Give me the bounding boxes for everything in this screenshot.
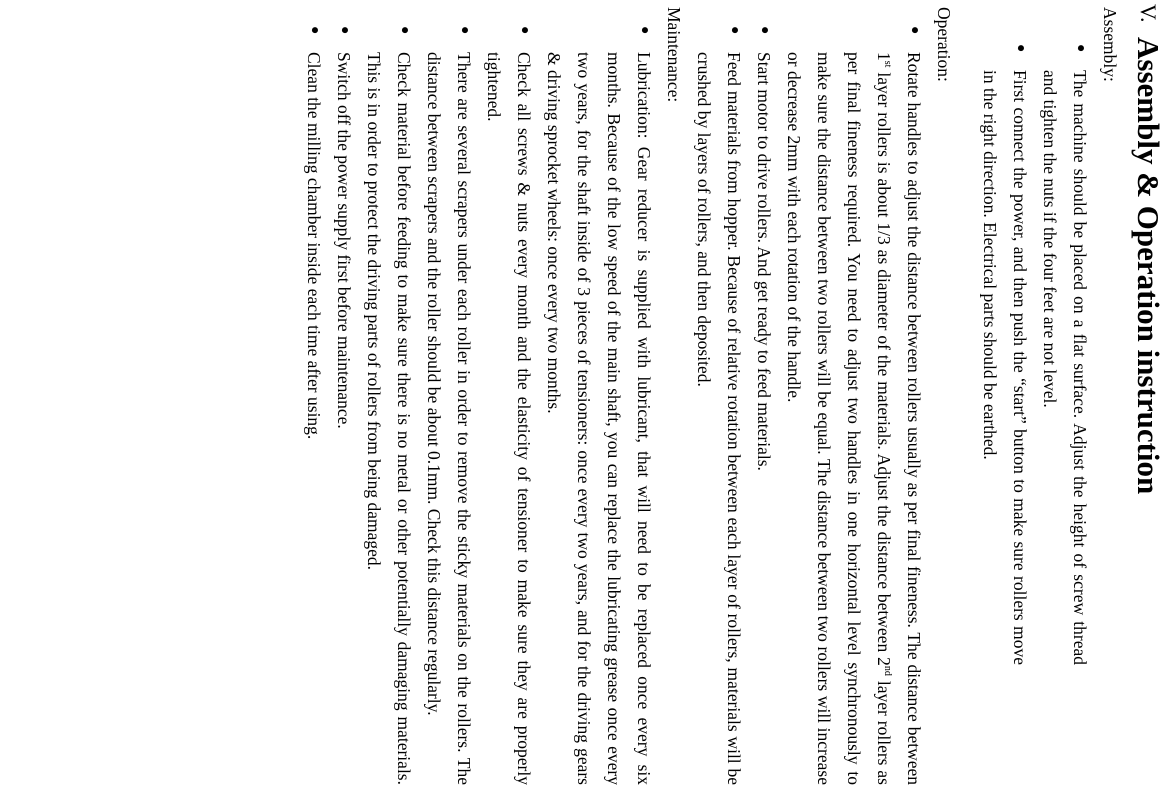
operation-list [689,0,929,805]
list-item-text: Clean the milling chamber inside each time after using. [304,52,324,440]
bullet-icon: ● [307,26,322,35]
section-heading [1125,0,1171,805]
list-item [329,0,359,805]
list-item-text: The machine should be placed on a flat surface. Adjust the height of screw thread and tighten the nuts if the four feet are not level. [1040,70,1090,665]
bullet-icon: ● [457,26,472,35]
list-item [749,0,779,805]
bullet-icon: ● [1073,44,1088,53]
list-item [1035,0,1095,805]
list-item [975,0,1035,805]
superscript: st [881,60,893,68]
operation-label: Operation: [934,7,954,82]
maintenance-label: Maintenance: [664,7,684,103]
bullet-icon: ● [517,26,532,35]
list-item-text: Check all screws & nuts every month and the elasticity of tensioner to make sure they are properly tightened. [484,52,534,785]
assembly-list [975,0,1095,805]
list-item [479,0,539,805]
bullet-icon: ● [727,26,742,35]
list-item-text [784,52,924,785]
list-item-text: Feed materials from hopper. Because of relative rotation between each layer of rollers, materials will be crushed by layers of rollers, and then deposited. [694,52,744,785]
text-fragment: Rotate handles to adjust the distance between rollers usually as per final fineness. The distance between 1 [874,52,924,785]
text-fragment: layer rollers as per final fineness required. You need to adjust two handles in one horizontal level synchronously to make sure the distance between two rollers will be equal. The distance between two rollers will increase or decrease 2mm with each rotation of the handle. [784,52,894,785]
page-title: Assembly & Operation instruction [1131,37,1166,495]
list-item [689,0,749,805]
superscript: nd [881,665,893,676]
bullet-icon: ● [397,26,412,35]
bullet-icon: ● [637,26,652,35]
list-item-text: Start motor to drive rollers. And get ready to feed materials. [754,52,774,471]
bullet-icon: ● [337,26,352,35]
list-item-text: There are several scrapers under each roller in order to remove the sticky materials on the rollers. The distance between scrapers and the roller should be about 0.1mm. Check this distance regularly. [424,52,474,785]
section-number: V. [1136,4,1161,23]
bullet-icon: ● [907,26,922,35]
list-item-text: Switch off the power supply first before maintenance. [334,52,354,429]
bullet-icon: ● [757,26,772,35]
assembly-label: Assembly: [1100,7,1120,82]
bullet-icon: ● [1013,44,1028,53]
list-item-text: Lubrication: Gear reducer is supplied with lubricant, that will need to be replaced once every six months. Because of the low speed of the main shaft, you can replace the lubricating grease once every two years, for the shaft inside of 3 pieces of tensioners: once every two years, and for the driving gears & driving sprocket wheels: once every two months. [544,52,654,785]
list-item [419,0,479,805]
list-item [779,0,929,805]
list-item [539,0,659,805]
text-fragment: layer rollers is about 1/3 as diameter of the materials. Adjust the distance between 2 [874,67,894,666]
list-item [299,0,329,805]
list-item-text: Check material before feeding to make sure there is no metal or other potentially damaging materials. This is in order to protect the driving parts of rollers from being damaged. [364,52,414,785]
maintenance-list [299,0,659,805]
list-item [359,0,419,805]
list-item-text: First connect the power, and then push the “start” button to make sure rollers move in the right direction. Electrical parts should be earthed. [980,70,1030,665]
